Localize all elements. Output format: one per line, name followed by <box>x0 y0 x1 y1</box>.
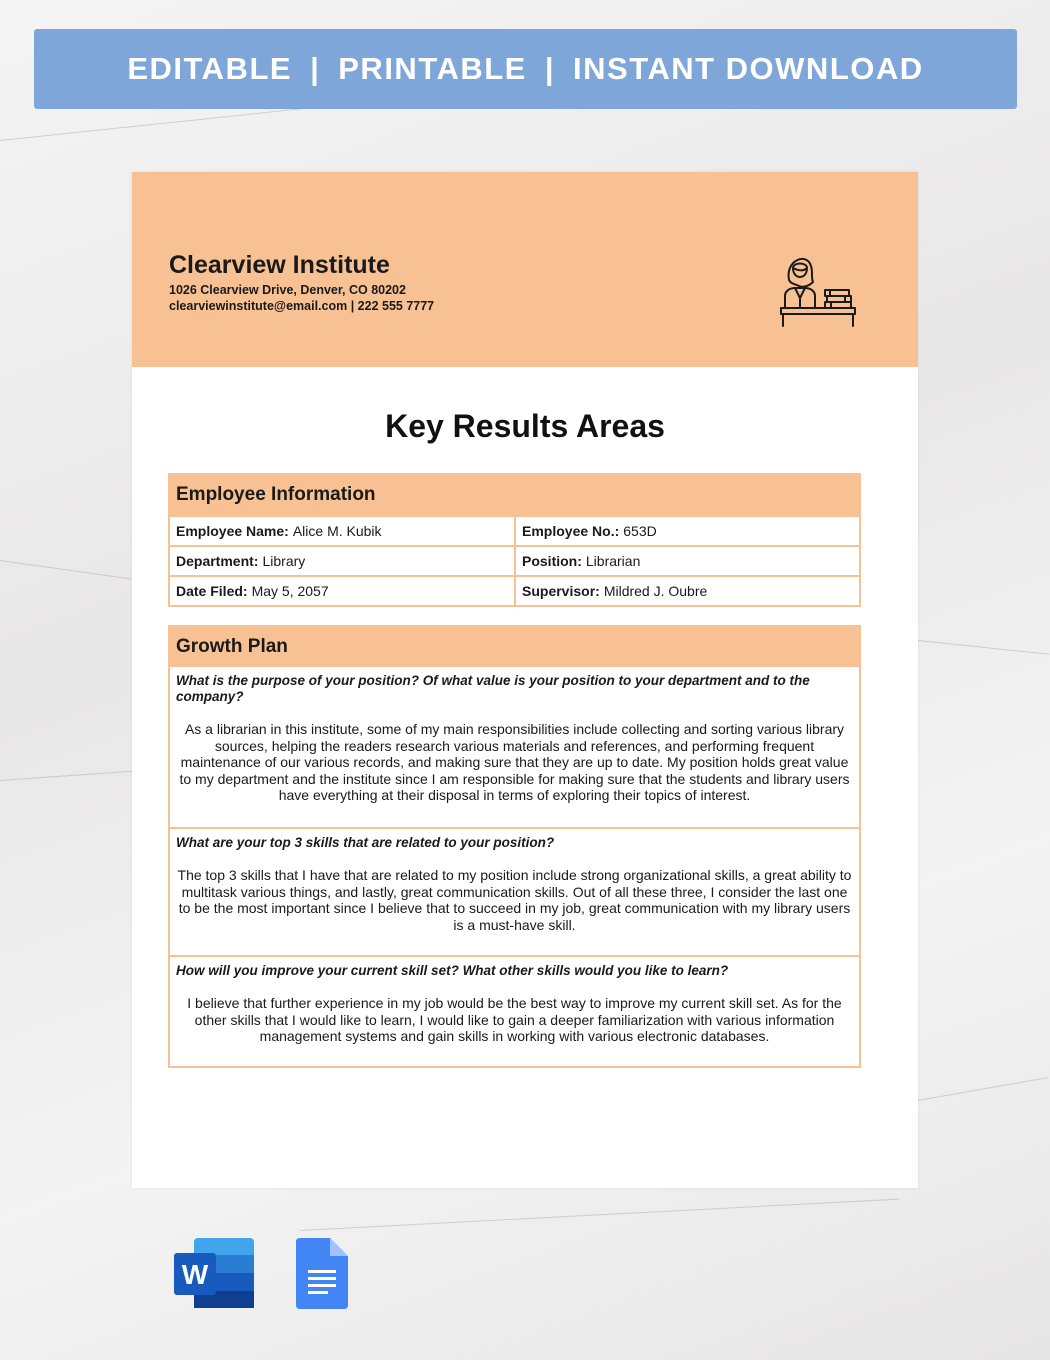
field-label: Supervisor: <box>522 583 600 599</box>
organization-name: Clearview Institute <box>169 251 390 279</box>
section-heading: Employee Information <box>170 475 859 515</box>
field-value: Librarian <box>585 553 641 569</box>
marble-vein <box>918 640 1049 655</box>
google-docs-icon[interactable] <box>296 1238 348 1309</box>
banner-separator: | <box>544 51 556 86</box>
field-value: Library <box>262 553 306 569</box>
word-letter: W <box>181 1259 209 1290</box>
marble-vein <box>300 1199 899 1231</box>
employee-number-field[interactable] <box>516 515 859 545</box>
banner-editable: EDITABLE <box>127 51 293 86</box>
section-heading: Growth Plan <box>170 627 859 667</box>
question-text: How will you improve your current skill set? What other skills would you like to learn? <box>176 963 729 978</box>
answer-text[interactable]: The top 3 skills that I have that are related to my position include strong organizational skills, a great ability to multitask various things, and lastly, great communication skills. Out of all these three, I consider the last one to be the most important since I believe that to succeed in my job, great communication with my library users is a must-have skill. <box>177 867 852 933</box>
growth-plan-section <box>168 625 861 1068</box>
position-field[interactable] <box>516 545 859 575</box>
supervisor-field[interactable] <box>516 575 859 605</box>
employee-info-section <box>168 473 861 607</box>
date-filed-field[interactable] <box>170 575 516 605</box>
field-label: Position: <box>522 553 582 569</box>
document-page <box>132 172 918 1188</box>
document-header <box>132 172 918 367</box>
question-text: What is the purpose of your position? Of what value is your position to your department and to the company? <box>176 673 810 704</box>
growth-plan-item <box>170 667 859 827</box>
question-text: What are your top 3 skills that are related to your position? <box>176 835 555 850</box>
marble-vein <box>0 560 131 579</box>
growth-plan-item <box>170 827 859 955</box>
field-label: Employee No.: <box>522 523 620 539</box>
field-label: Department: <box>176 553 259 569</box>
microsoft-word-icon[interactable] <box>174 1238 254 1308</box>
banner-printable: PRINTABLE <box>338 51 527 86</box>
answer-text[interactable]: As a librarian in this institute, some of my main responsibilities include collecting and sorting various library sources, helping the readers research various materials and references, and performing frequent maintenance of our various records, and making sure that they are up to date. My position holds great value to my department and the institute since I am responsible for making sure that the students and library users have everything at their disposal in terms of exploring their topics of interest. <box>179 721 850 803</box>
field-value: May 5, 2057 <box>251 583 329 599</box>
field-label: Employee Name: <box>176 523 289 539</box>
librarian-icon <box>777 250 859 332</box>
field-value: Alice M. Kubik <box>292 523 382 539</box>
growth-plan-item <box>170 955 859 1065</box>
marble-vein <box>0 771 132 781</box>
banner-instant-download: INSTANT DOWNLOAD <box>573 51 924 86</box>
field-value: 653D <box>623 523 657 539</box>
field-label: Date Filed: <box>176 583 248 599</box>
organization-contact: clearviewinstitute@email.com | 222 555 7777 <box>169 299 435 313</box>
marble-vein <box>918 1077 1048 1101</box>
promo-banner <box>34 29 1017 109</box>
department-field[interactable] <box>170 545 516 575</box>
organization-address: 1026 Clearview Drive, Denver, CO 80202 <box>169 283 406 297</box>
banner-separator: | <box>310 51 321 86</box>
answer-text[interactable]: I believe that further experience in my job would be the best way to improve my current skill set. As for the other skills that I would like to learn, I would like to gain a deeper familiarization with various information management systems and gain skills in working with various electronic databases. <box>187 995 842 1044</box>
employee-name-field[interactable] <box>170 515 516 545</box>
field-value: Mildred J. Oubre <box>603 583 708 599</box>
document-title: Key Results Areas <box>385 408 665 444</box>
